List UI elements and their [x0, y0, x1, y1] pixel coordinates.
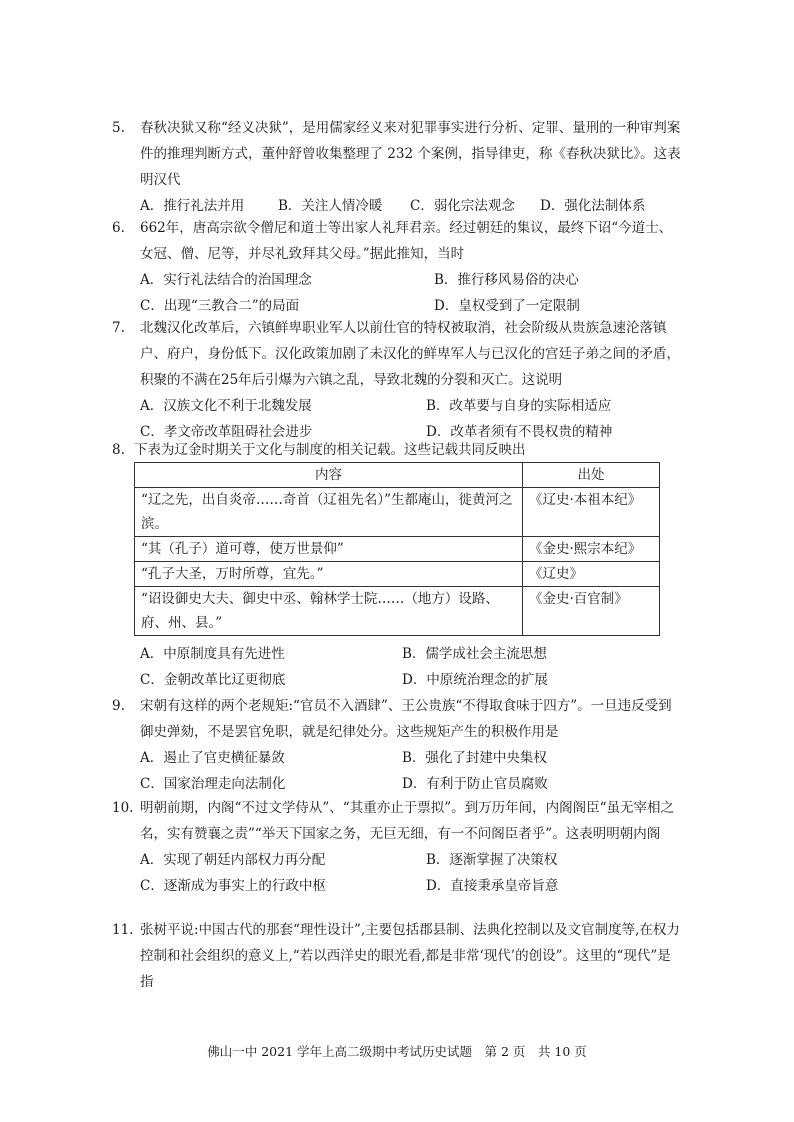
- option-d: D．有利于防止官员腐败: [402, 776, 548, 792]
- question-stem: 下表为辽金时期关于文化与制度的相关记载。这些记载共同反映出: [134, 442, 526, 458]
- source-table: [134, 462, 660, 636]
- option-c: C．出现“三教合二”的局面: [140, 298, 300, 314]
- option-c: C．孝文帝改革阻碍社会进步: [140, 424, 313, 440]
- question-stem: 662年，唐高宗欲令僧尼和道士等出家人礼拜君亲。经过朝廷的集议，最终下诏“今道士、女冠、僧、尼等，并尽礼致拜其父母。”据此推知，当时: [140, 220, 673, 262]
- column-header-source: 出处: [523, 463, 660, 488]
- question-stem: 张树平说:中国古代的那套“理性设计”,主要包括郡县制、法典化控制以及文官制度等,在权力控制和社会组织的意义上,“若以西洋史的眼光看,都是非常‘现代’的创设”。这里的“现代”是指: [140, 922, 680, 990]
- page-footer: 佛山一中 2021 学年上高二级期中考试历史试题 第 2 页 共 10 页: [207, 1044, 587, 1059]
- question-number: 7.: [112, 320, 125, 336]
- option-c: C．金朝改革比辽更彻底: [140, 672, 286, 688]
- question-9: [112, 693, 682, 797]
- question-8: [112, 437, 682, 463]
- question-stem: 宋朝有这样的两个老规矩:“官员不入酒肆”、王公贵族“不得取食味于四方”。一旦违反受到御史弹劾，不是罢官免职，就是纪律处分。这些规矩产生的积极作用是: [140, 698, 672, 740]
- option-b: B．改革要与自身的实际相适应: [426, 398, 612, 414]
- question-number: 11.: [112, 922, 134, 938]
- question-11: [112, 917, 682, 995]
- table-row: [135, 488, 660, 537]
- option-d: D．强化法制体系: [540, 198, 646, 214]
- table-cell: 《辽史》: [523, 562, 660, 587]
- option-a: A．汉族文化不利于北魏发展: [140, 398, 312, 414]
- option-list: [140, 641, 682, 693]
- column-header-content: 内容: [135, 463, 523, 488]
- option-a: A．推行礼法并用: [140, 198, 245, 214]
- table-cell: “孔子大圣，万时所尊，宜先。”: [135, 562, 523, 587]
- option-a: A．实行礼法结合的治国理念: [140, 272, 312, 288]
- table-cell: 《辽史·本祖本纪》: [523, 488, 660, 537]
- question-stem: 北魏汉化改革后，六镇鲜卑职业军人以前仕官的特权被取消，社会阶级从贵族急速沦落镇户、府户，身份低下。汉化政策加剧了未汉化的鲜卑军人与已汉化的宫廷子弟之间的矛盾，积聚的不满在25年后引爆为六镇之乱，导致北魏的分裂和灭亡。这说明: [140, 320, 680, 388]
- table-cell: “辽之先，出自炎帝……奇首（辽祖先名）”生都庵山，徙黄河之滨。: [135, 488, 523, 537]
- table-cell: “诏设御史大夫、御史中丞、翰林学士院……（地方）设路、府、州、县。”: [135, 587, 523, 636]
- option-c: C．国家治理走向法制化: [140, 776, 286, 792]
- option-a: A．中原制度具有先进性: [140, 646, 285, 662]
- option-b: B．儒学成社会主流思想: [402, 646, 547, 662]
- option-d: D．直接秉承皇帝旨意: [426, 878, 559, 894]
- option-c: C．弱化宗法观念: [410, 198, 515, 214]
- option-d: D．皇权受到了一定限制: [434, 298, 580, 314]
- question-number: 6.: [112, 220, 125, 236]
- option-b: B．推行移风易俗的决心: [434, 272, 579, 288]
- option-list: [140, 847, 682, 899]
- option-a: A．遏止了官吏横征暴敛: [140, 750, 285, 766]
- option-a: A．实现了朝廷内部权力再分配: [140, 852, 326, 868]
- question-5: [112, 115, 682, 219]
- table-row: [135, 537, 660, 562]
- table-row: [135, 562, 660, 587]
- question-number: 9.: [112, 698, 125, 714]
- option-b: B．强化了封建中央集权: [402, 750, 547, 766]
- table-cell: 《金史·百官制》: [523, 587, 660, 636]
- table-row: [135, 587, 660, 636]
- question-stem: 明朝前期，内阁“不过文学侍从”、“其重亦止于票拟”。到万历年间，内阁阁臣“虽无宰相之名，实有赞襄之责”“举天下国家之务，无巨无细，有一不问阁臣者乎”。这表明明朝内阁: [140, 800, 675, 842]
- question-number: 8.: [112, 442, 125, 458]
- question-6: [112, 215, 682, 319]
- question-number: 10.: [112, 800, 134, 816]
- option-b: B．关注人情冷暖: [278, 198, 383, 214]
- question-7: [112, 315, 682, 445]
- option-d: D．改革者须有不畏权贵的精神: [426, 424, 613, 440]
- question-10: [112, 795, 682, 899]
- question-8-options: [112, 641, 682, 693]
- option-c: C．逐渐成为事实上的行政中枢: [140, 878, 326, 894]
- table-header-row: [135, 463, 660, 488]
- question-stem: 春秋决狱又称“经义决狱”，是用儒家经义来对犯罪事实进行分析、定罪、量刑的一种审判案件的推理判断方式，董仲舒曾收集整理了 232 个案例，指导律吏，称《春秋决狱比》。这表明汉代: [140, 120, 681, 188]
- table-cell: “其（孔子）道可尊，使万世景仰”: [135, 537, 523, 562]
- option-b: B．逐渐掌握了决策权: [426, 852, 558, 868]
- table-cell: 《金史·熙宗本纪》: [523, 537, 660, 562]
- question-number: 5.: [112, 120, 125, 136]
- option-list: [140, 745, 682, 797]
- option-d: D．中原统治理念的扩展: [402, 672, 548, 688]
- option-list: [140, 267, 682, 319]
